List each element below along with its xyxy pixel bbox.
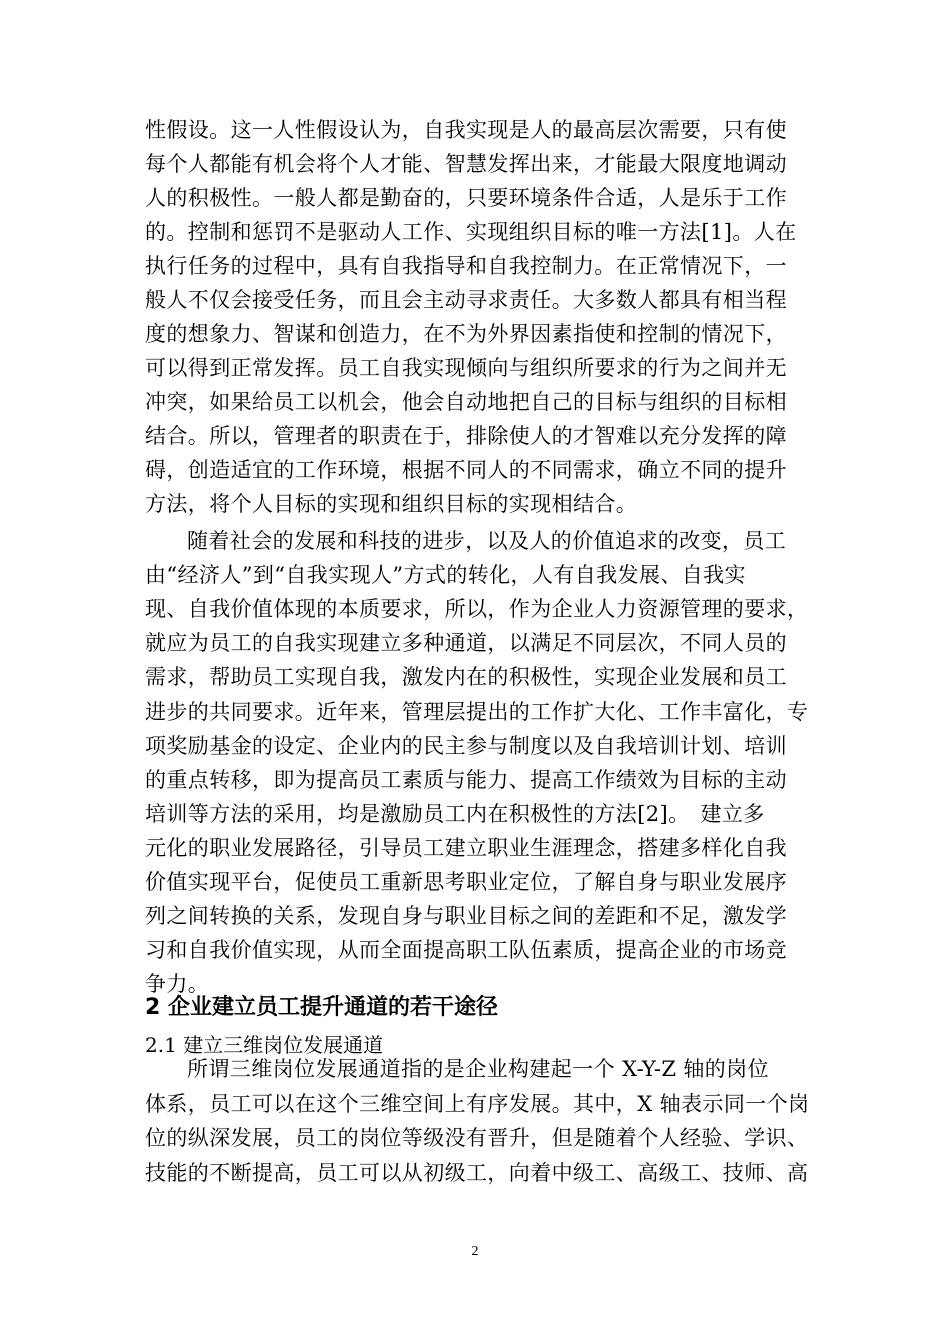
paragraph-2-line: 列之间转换的关系，发现自身与职业目标之间的差距和不足，激发学 [145, 904, 787, 929]
paragraph-1-line: 性假设。这一人性假设认为，自我实现是人的最高层次需要，只有使 [145, 118, 787, 142]
paragraph-2-line: 项奖励基金的设定、企业内的民主参与制度以及自我培训计划、培训 [145, 733, 787, 758]
paragraph-1-line: 度的想象力、智谋和创造力，在不为外界因素指使和控制的情况下， [145, 322, 787, 346]
paragraph-1-line: 执行任务的过程中，具有自我指导和自我控制力。在正常情况下，一 [145, 254, 787, 278]
paragraph-1-line: 碍，创造适宜的工作环境，根据不同人的不同需求，确立不同的提升 [145, 458, 787, 482]
paragraph-2-line: 就应为员工的自我实现建立多种通道，以满足不同层次，不同人员的 [145, 631, 787, 656]
paragraph-2-line: 价值实现平台，促使员工重新思考职业定位，了解自身与职业发展序 [145, 870, 787, 894]
paragraph-3-line: 位的纵深发展，员工的岗位等级没有晋升，但是随着个人经验、学识、 [145, 1126, 809, 1150]
subsection-heading: 2.1 建立三维岗位发展通道 [145, 1033, 384, 1057]
paragraph-2-line: 习和自我价值实现，从而全面提高职工队伍素质，提高企业的市场竞 [145, 938, 787, 963]
section-heading: 2 企业建立员工提升通道的若干途径 [145, 995, 498, 1020]
paragraph-2-line: 需求，帮助员工实现自我，激发内在的积极性，实现企业发展和员工 [145, 665, 787, 690]
paragraph-1-line: 结合。所以，管理者的职责在于，排除使人的才智难以充分发挥的障 [145, 424, 787, 448]
paragraph-1-line: 人的积极性。一般人都是勤奋的，只要环境条件合适，人是乐于工作 [145, 186, 787, 210]
paragraph-2-line: 争力。 [145, 972, 210, 997]
page-number: 2 [471, 1244, 479, 1259]
paragraph-2-line: 培训等方法的采用，均是激励员工内在积极性的方法[2]。 建立多 [145, 801, 765, 826]
paragraph-3-line: 技能的不断提高，员工可以从初级工，向着中级工、高级工、技师、高 [145, 1160, 809, 1185]
paragraph-1-line: 冲突，如果给员工以机会，他会自动地把自己的目标与组织的目标相 [145, 390, 787, 414]
paragraph-2-line: 元化的职业发展路径，引导员工建立职业生涯理念，搭建多样化自我 [145, 835, 787, 860]
paragraph-2-line: 的重点转移，即为提高员工素质与能力、提高工作绩效为目标的主动 [145, 767, 787, 792]
paragraph-3-line: 所谓三维岗位发展通道指的是企业构建起一个 X-Y-Z 轴的岗位 [187, 1057, 769, 1081]
paragraph-2-line: 由“经济人”到“自我实现人”方式的转化，人有自我发展、自我实 [145, 563, 746, 588]
paragraph-2-line: 现、自我价值体现的本质要求，所以，作为企业人力资源管理的要求， [145, 597, 809, 622]
paragraph-1-line: 每个人都能有机会将个人才能、智慧发挥出来，才能最大限度地调动 [145, 152, 787, 176]
paragraph-1-line: 的。控制和惩罚不是驱动人工作、实现组织目标的唯一方法[1]。人在 [145, 220, 797, 244]
paragraph-1-line: 般人不仅会接受任务，而且会主动寻求责任。大多数人都具有相当程 [145, 288, 787, 312]
paragraph-1-line: 方法，将个人目标的实现和组织目标的实现相结合。 [145, 492, 638, 516]
paragraph-2-line: 进步的共同要求。近年来，管理层提出的工作扩大化、工作丰富化，专 [145, 699, 809, 724]
paragraph-2-line: 随着社会的发展和科技的进步，以及人的价值追求的改变，员工 [187, 529, 787, 553]
paragraph-1-line: 可以得到正常发挥。员工自我实现倾向与组织所要求的行为之间并无 [145, 356, 787, 380]
paragraph-3-line: 体系，员工可以在这个三维空间上有序发展。其中，X 轴表示同一个岗 [145, 1091, 810, 1116]
